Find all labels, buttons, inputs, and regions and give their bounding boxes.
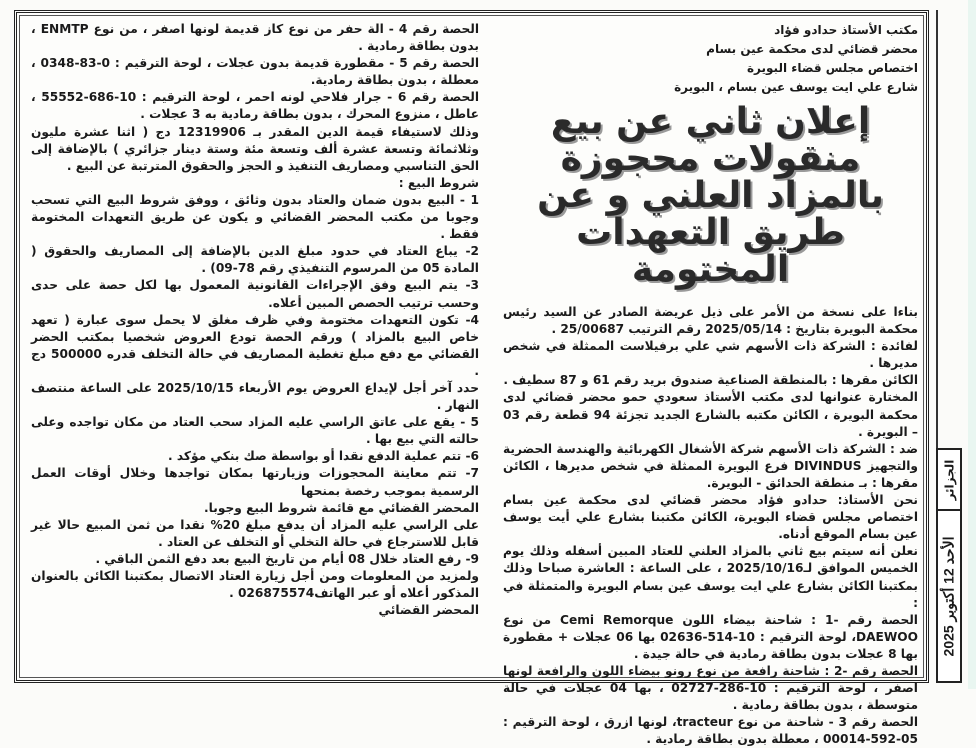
condition-7: 7- تتم معاينة المحجوزات وزيارتها بمكان تواجدها وخلال أوقات العمل الرسمية بموجب رخصة بمنحها bbox=[31, 466, 479, 498]
office-name: مكتب الأستاذ حدادو فؤاد bbox=[774, 23, 918, 37]
left-column bbox=[31, 21, 479, 619]
paragraph-sale-announcement: نعلن أنه سيتم بيع ثاني بالمزاد العلني للعتاد المبين أسفله وذلك يوم الخميس الموافق لـ2025/10/16 ، على الساعة : العاشرة صباحا وذلك بمكتبنا الكائن بشارع علي ايت يوسف عين بسام البويرة والمتمثلة في : bbox=[503, 544, 918, 610]
condition-2: 2- يباع العتاد في حدود مبلغ الدين بالإضافة إلى المصاريف والحقوق ( المادة 05 من المرسوم التنفيذي رقم 78-09) . bbox=[31, 244, 479, 276]
bid-deadline: حدد آخر أجل لإيداع العروض يوم الأربعاء 2025/10/15 على الساعة منتصف النهار . bbox=[31, 380, 479, 413]
page-edge bbox=[968, 0, 976, 689]
newspaper-logo bbox=[936, 448, 962, 511]
paragraph-beneficiary-address: الكائن مقرها : بالمنطقة الصناعية صندوق بريد رقم 61 و 87 سطيف . bbox=[503, 373, 918, 388]
notice-title: إعلان ثاني عن بيع منقولات محجوزة بالمزاد العلني و عن طريق التعهدات المختومة bbox=[537, 101, 884, 290]
right-column bbox=[503, 21, 918, 748]
office-header bbox=[503, 21, 918, 97]
paragraph-bailiff: نحن الأستاذ: حدادو فؤاد محضر قضائي لدى محكمة عين بسام اختصاص مجلس قضاء البويرة، الكائن مكتبنا بشارع علي أيت يوسف عين بسام الموقع أدناه. bbox=[503, 493, 918, 542]
signature: المحضر القضائي bbox=[378, 603, 479, 618]
lot-5: الحصة رقم 5 - مقطورة قديمة بدون عجلات ، لوحة الترقيم : 0-83-0348 ، معطلة ، بدون بطاقة رمادية. bbox=[31, 56, 479, 88]
lot-3: الحصة رقم 3 - شاحنة من نوع tracteur، لونها ازرق ، لوحة الترقيم : 05-592-00014 ، معطلة بدون بطاقة رمادية . bbox=[503, 715, 919, 747]
strip-divider bbox=[936, 10, 938, 450]
newspaper-name: الجزائر bbox=[942, 459, 957, 500]
condition-3: 3- يتم البيع وفق الإجراءات القانونية المعمول بها لكل حصة على حدى وحسب ترتيب الحصص المبين أعلاه. bbox=[31, 278, 479, 310]
newspaper-side-strip bbox=[936, 10, 964, 683]
office-jurisdiction: اختصاص مجلس قضاء البويرة bbox=[746, 61, 918, 75]
debt-amount: وذلك لاستيفاء قيمة الدين المقدر بـ 12319906 دج ( اثنا عشرة مليون وثلاثمائة وتسعة عشرة ألف وتسعة مئة وستة دينار جزائري ) بالإضافة إلى الحق التناسبي ومصاريف التنفيذ و الحجز والحقوق المترتبة عن البيع . bbox=[31, 124, 480, 173]
issue-date: الأحد 12 أكتوبر 2025 bbox=[940, 536, 957, 656]
condition-deposit: على الراسي عليه المزاد أن يدفع مبلغ 20% نقدا من ثمن المبيع حالا غير قابل للاسترجاع في حالة التخلي أو التخلف عن العتاد . bbox=[31, 517, 479, 549]
sale-conditions-heading: شروط البيع : bbox=[398, 175, 479, 190]
lot-1: الحصة رقم -1 : شاحنة بيضاء اللون Cemi Remorque من نوع DAEWOO، لوحة الترقيم : 10-514-02636 بها 06 عجلات + مقطورة بها 8 عجلات بدون بطاقة رمادية في حالة جيدة . bbox=[503, 612, 918, 661]
paragraph-elected-domicile: المختارة عنوانها لدى مكتب الأستاذ سعودي حمو محضر قضائي لدى محكمة البويرة ، الكائن مكتبه بالشارع الجديد تجزئة 94 قطعة رقم 03 – البويرة . bbox=[503, 390, 918, 439]
issue-date-box bbox=[936, 511, 962, 683]
condition-7-continued: المحضر القضائي مع قائمة شروط البيع وجوبا. bbox=[204, 500, 479, 515]
lot-4: الحصة رقم 4 - الة حفر من نوع كاز قديمة لونها اصفر ، من نوع ENMTP ، بدون بطاقة رمادية . bbox=[31, 22, 480, 54]
paragraph-order: بناءا على نسخة من الأمر على ذيل عريضة الصادر عن السيد رئيس محكمة البويرة بتاريخ : 2025/05/14 رقم الترتيب 25/00687 . bbox=[503, 305, 918, 337]
condition-6: 6- تتم عملية الدفع نقدا أو بواسطة صك بنكي مؤكد . bbox=[167, 449, 479, 464]
office-address: شارع علي ايت يوسف عين بسام ، البويرة bbox=[674, 80, 918, 94]
legal-notice-frame bbox=[14, 10, 929, 747]
office-role: محضر قضائي لدى محكمة عين بسام bbox=[706, 42, 918, 56]
lot-2: الحصة رقم -2 : شاحنة رافعة من نوع رونو بيضاء اللون والرافعة لونها اصفر ، لوحة الترقيم : 10-286-02727 ، بها 04 عجلات في حالة متوسطة ، بدون بطاقة رمادية . bbox=[503, 663, 918, 713]
condition-1: 1 - البيع بدون ضمان والعتاد بدون وثائق ، ووفق شروط البيع التي تسحب وجوبا من مكتب المحضر القضائي و يكون عن طريق التعهدات المختومة فقط . bbox=[31, 192, 479, 242]
condition-5: 5 - يقع على عاتق الراسي عليه المزاد سحب العتاد من مكان تواجده وعلى حالته التي بيع بها . bbox=[31, 415, 479, 447]
paragraph-against: ضد : الشركة ذات الأسهم شركة الأشغال الكهربائية والهندسة الحضرية والتجهيز DIVINDUS فرع البويرة الممثلة في شخص مديرها ، الكائن مقرها : بـ منطقة الحدائق - البويرة. bbox=[503, 441, 918, 490]
lot-6: الحصة رقم 6 - جرار فلاحي لونه احمر ، لوحة الترقيم : 10-686-55552 ، عاطل ، منزوع المحرك ، بدون بطاقة رمادية به 3 عجلات . bbox=[31, 90, 479, 122]
condition-4: 4- تكون التعهدات مختومة وفي ظرف مغلق لا يحمل سوى عبارة ( تعهد خاص البيع بالمزاد ) ورقم الحصة تودع العروض شخصيا بمكتب الحضر القضائي مع دفع مبلغ تغطية المصاريف في حالة التخلف قدره 500000 دج . bbox=[31, 312, 480, 378]
contact-info: ولمزيد من المعلومات ومن أجل زيارة العتاد الاتصال بمكتبنا الكائن بالعنوان المذكور أعلاه أو عبر الهاتف026875574 . bbox=[31, 569, 479, 601]
condition-9: 9- رفع العتاد خلال 08 أيام من تاريخ البيع بعد دفع الثمن الباقي . bbox=[95, 551, 479, 566]
paragraph-beneficiary: لفائدة : الشركة ذات الأسهم شي علي برفيلاست الممثلة في شخص مديرها . bbox=[503, 339, 918, 371]
